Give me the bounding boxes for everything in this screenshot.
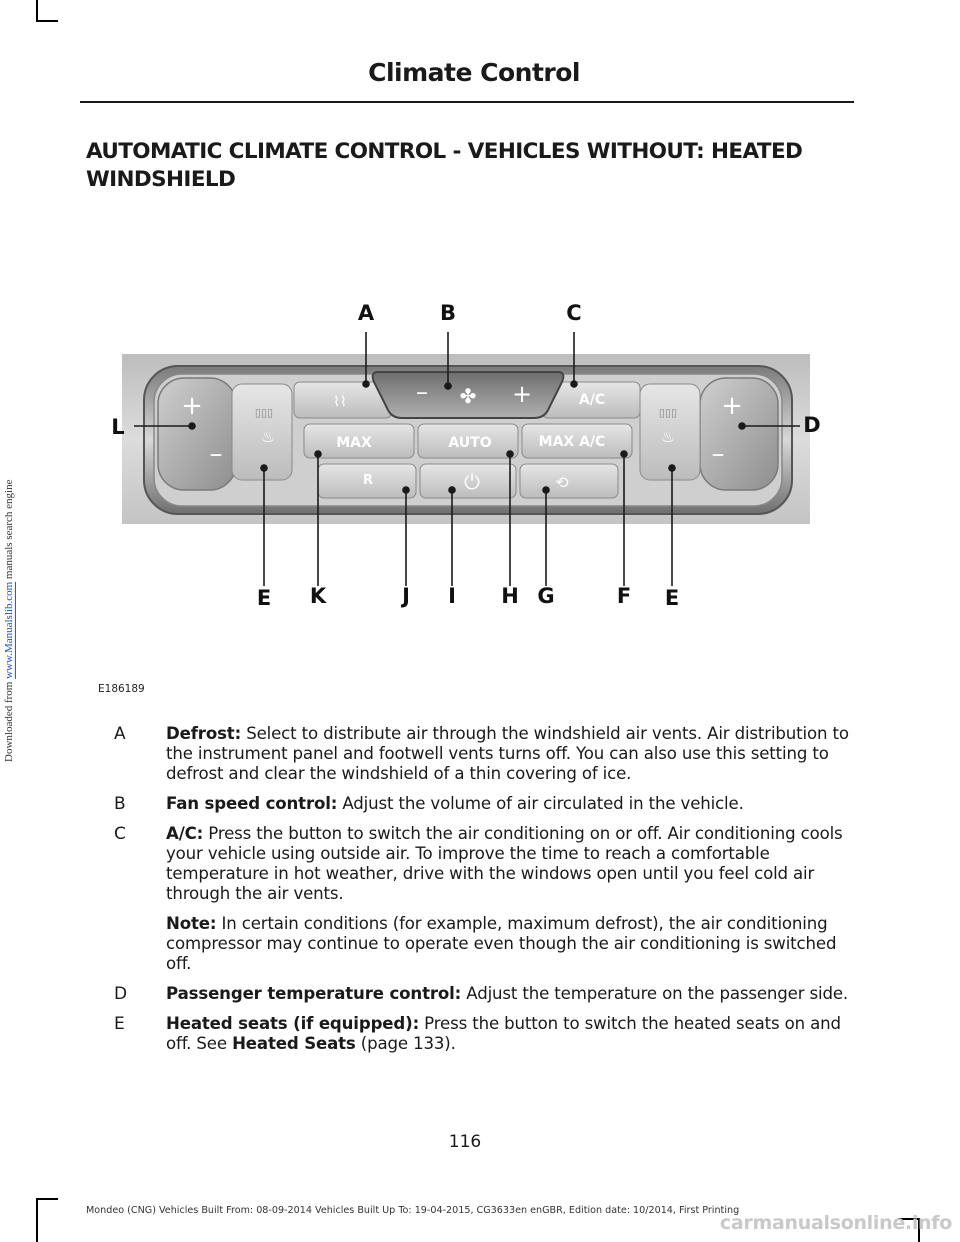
callout-a: A: [357, 301, 375, 325]
page-number: 116: [448, 1132, 482, 1152]
fan-icon: ✤: [459, 384, 477, 408]
crop-mark: [36, 20, 58, 22]
item-body: [166, 794, 854, 814]
item-letter: E: [114, 1014, 125, 1034]
ac-label: A/C: [578, 392, 606, 408]
list-item: [114, 824, 854, 904]
header-rule: [80, 101, 854, 103]
item-term: Heated seats (if equipped):: [166, 1014, 420, 1033]
callout-e-left: E: [256, 586, 272, 610]
right-seat-icon: ♨: [660, 427, 676, 446]
rear-defrost-label: R: [362, 473, 374, 488]
item-term: Defrost:: [166, 724, 242, 743]
callout-j: J: [402, 584, 410, 608]
crop-mark: [36, 0, 38, 22]
note-text: In certain conditions (for example, maximum defrost), the air conditioning compressor may continue to operate even though the air conditioning is switched off.: [166, 914, 837, 973]
item-text: Adjust the volume of air circulated in the vehicle.: [337, 794, 744, 813]
recirculation-button: [520, 464, 618, 498]
list-item: [114, 794, 854, 814]
note-label: Note:: [166, 914, 217, 933]
item-text: Select to distribute air through the windshield air vents. Air distribution to the instrument panel and footwell vents turns off. You can also use this setting to defrost and clear the windshield of a thin covering of ice.: [166, 724, 849, 783]
right-temp-minus: –: [711, 439, 725, 469]
right-temp-plus: +: [721, 391, 743, 421]
section-title: AUTOMATIC CLIMATE CONTROL - VEHICLES WITHOUT: HEATED WINDSHIELD: [86, 139, 803, 192]
note: [166, 914, 854, 974]
crop-mark: [36, 1198, 38, 1242]
left-temp-plus: +: [181, 391, 203, 421]
item-letter: A: [114, 724, 126, 744]
right-seat-dots: ▯▯▯: [658, 406, 678, 419]
page-title: Climate Control: [368, 58, 580, 87]
download-stamp-prefix: Downloaded from: [3, 679, 15, 763]
cross-reference-link[interactable]: Heated Seats: [232, 1034, 356, 1053]
fan-minus: –: [416, 378, 428, 406]
item-body: [166, 984, 854, 1004]
callout-b: B: [439, 301, 457, 325]
callout-l: L: [111, 415, 125, 439]
list-item: [114, 1014, 854, 1054]
footer-edition: Mondeo (CNG) Vehicles Built From: 08-09-2014 Vehicles Built Up To: 19-04-2015, CG3633en enGBR, Edition date: 10/2014, First Printing: [86, 1205, 740, 1216]
auto-label: AUTO: [448, 435, 492, 451]
left-seat-icon: ♨: [260, 427, 276, 446]
manualslib-link[interactable]: www.Manualslib.com: [3, 582, 15, 680]
download-stamp: [0, 0, 18, 1242]
crop-mark: [36, 1198, 58, 1200]
left-temp-minus: –: [209, 439, 223, 469]
item-text: Press the button to switch the air conditioning on or off. Air conditioning cools your vehicle using outside air. To improve the time to reach a comfortable temperature in hot weather, drive with the windows open until you feel cold air through the air vents.: [166, 824, 843, 903]
item-letter: C: [114, 824, 126, 844]
list-item: [114, 724, 854, 784]
item-body: [166, 724, 854, 784]
left-seat-dots: ▯▯▯: [254, 406, 274, 419]
max-defrost-label: MAX: [336, 435, 372, 451]
item-text: Press the button to switch the heated seats on and off. See: [166, 1014, 841, 1053]
callout-c: C: [566, 301, 582, 325]
climate-control-figure: [96, 290, 860, 670]
item-body: [166, 1014, 854, 1054]
item-term: A/C:: [166, 824, 204, 843]
download-stamp-suffix: manuals search engine: [3, 479, 15, 583]
item-body: [166, 824, 854, 904]
fan-plus: +: [511, 380, 533, 408]
climate-panel-illustration: [96, 290, 860, 670]
callout-h: H: [501, 584, 519, 608]
defrost-icon: ⌇⌇: [333, 394, 347, 410]
callout-d: D: [803, 413, 821, 437]
recirculation-icon: ⟲: [555, 473, 569, 492]
callout-f: F: [616, 584, 632, 608]
item-letter: D: [114, 984, 128, 1004]
item-list: [114, 724, 854, 1064]
callout-g: G: [537, 584, 555, 608]
power-icon: ⏻: [464, 470, 480, 494]
list-item: [114, 984, 854, 1004]
watermark: carmanualsonline.info: [719, 1212, 952, 1234]
callout-i: I: [448, 584, 456, 608]
item-letter: B: [114, 794, 126, 814]
item-term: Passenger temperature control:: [166, 984, 462, 1003]
cross-reference-page: (page 133).: [355, 1034, 456, 1053]
item-text: Adjust the temperature on the passenger side.: [461, 984, 849, 1003]
item-term: Fan speed control:: [166, 794, 338, 813]
figure-id: E186189: [98, 683, 145, 695]
callout-k: K: [309, 584, 327, 608]
max-ac-label: MAX A/C: [538, 434, 606, 450]
callout-e-right: E: [664, 586, 680, 610]
